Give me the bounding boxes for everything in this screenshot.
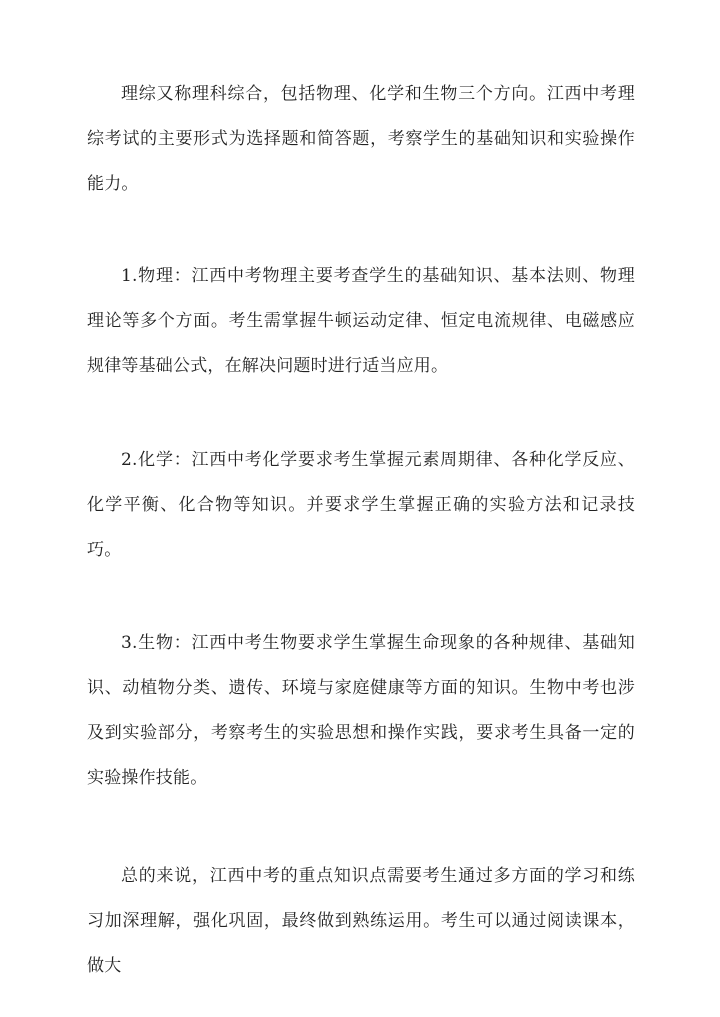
paragraph-physics: 1.物理：江西中考物理主要考查学生的基础知识、基本法则、物理理论等多个方面。考生需掌握牛顿运动定律、恒定电流规律、电磁感应规律等基础公式，在解决问题时进行适当应用。	[87, 266, 635, 376]
paragraph-summary: 总的来说，江西中考的重点知识点需要考生通过多方面的学习和练习加深理解，强化巩固，最终做到熟练运用。考生可以通过阅读课本，做大	[87, 866, 635, 976]
paragraph-chemistry: 2.化学：江西中考化学要求考生掌握元素周期律、各种化学反应、化学平衡、化合物等知识。并要求学生掌握正确的实验方法和记录技巧。	[87, 450, 635, 560]
document-page	[87, 72, 635, 989]
paragraph-intro: 理综又称理科综合，包括物理、化学和生物三个方向。江西中考理综考试的主要形式为选择题和简答题，考察学生的基础知识和实验操作能力。	[87, 84, 635, 194]
paragraph-biology: 3.生物：江西中考生物要求学生掌握生命现象的各种规律、基础知识、动植物分类、遗传、环境与家庭健康等方面的知识。生物中考也涉及到实验部分，考察考生的实验思想和操作实践，要求考生具备一定的实验操作技能。	[87, 633, 635, 788]
